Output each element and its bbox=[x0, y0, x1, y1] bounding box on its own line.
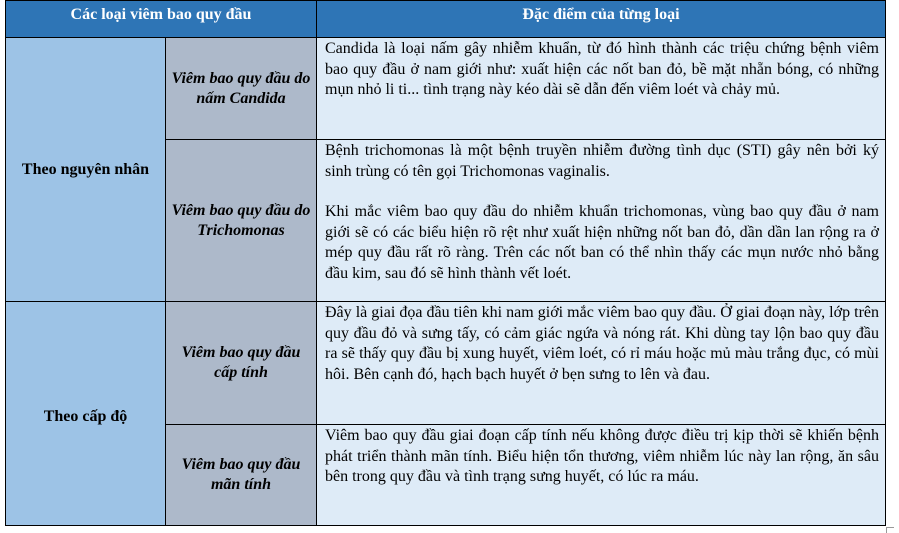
description-paragraph: Đây là giai đọa đầu tiên khi nam giới mắc viêm bao quy đầu. Ở giai đoạn này, lớp trên quy đầu đỏ và sưng tấy, có cảm giác ngứa và nóng rát. Khi dùng tay lộn bao quy đầu ra sẽ thấy quy đầu bị xung huyết, viêm loét, có rỉ máu hoặc mủ màu trắng đục, có mùi hôi. Bên cạnh đó, hạch bạch huyết ở bẹn sưng to lên và đau. bbox=[325, 304, 879, 383]
type-acute bbox=[165, 301, 317, 425]
type-label: Viêm bao quy đầu cấp tính bbox=[181, 344, 301, 381]
category-by-cause bbox=[5, 37, 166, 302]
type-label: Viêm bao quy đầu do Trichomonas bbox=[171, 201, 311, 239]
description-paragraph: Khi mắc viêm bao quy đầu do nhiễm khuẩn trichomonas, vùng bao quy đầu ở nam giới sẽ có các biểu hiện rõ rệt như xuất hiện những nốt ban đỏ, dần dần lan rộng ra ở mép quy đầu rất rõ ràng. Trên các nốt ban có thể nhìn thấy các mụn nước nhỏ bằng đầu kim, sau đó sẽ hình thành vết loét. bbox=[325, 203, 879, 282]
description-chronic bbox=[316, 424, 886, 526]
type-trichomonas bbox=[165, 139, 317, 302]
type-chronic bbox=[165, 424, 317, 526]
description-paragraph: Bệnh trichomonas là một bệnh truyền nhiễm đường tình dục (STI) gây nên bởi ký sinh trùng có tên gọi Trichomonas vaginalis. bbox=[325, 142, 879, 180]
description-acute bbox=[316, 301, 886, 425]
header-characteristics-label: Đặc điểm của từng loại bbox=[522, 6, 680, 23]
header-types-label: Các loại viêm bao quy đầu bbox=[70, 6, 252, 23]
disease-type-table bbox=[5, 0, 886, 526]
resize-corner[interactable] bbox=[886, 527, 894, 533]
type-label: Viêm bao quy đầu mãn tính bbox=[181, 456, 301, 493]
description-candida bbox=[316, 37, 886, 140]
header-characteristics bbox=[316, 0, 886, 38]
description-trichomonas bbox=[316, 139, 886, 302]
description-paragraph: Candida là loại nấm gây nhiễm khuẩn, từ đó hình thành các triệu chứng bệnh viêm bao quy đầu ở nam giới như: xuất hiện các nốt ban đỏ, bề mặt nhẵn bóng, có những mụn nhỏ li ti... tình trạng này kéo dài sẽ dẫn đến viêm loét và chảy mủ. bbox=[325, 40, 879, 98]
header-types bbox=[5, 0, 317, 38]
category-label: Theo cấp độ bbox=[43, 407, 128, 425]
category-label: Theo nguyên nhân bbox=[21, 160, 150, 178]
type-candida bbox=[165, 37, 317, 140]
description-paragraph: Viêm bao quy đầu giai đoạn cấp tính nếu không được điều trị kịp thời sẽ khiến bệnh phát triển thành mãn tính. Biểu hiện tổn thương, viêm nhiễm lúc này lan rộng, ăn sâu bên trong quy đầu và tình trạng sưng huyết, có lúc ra máu. bbox=[325, 427, 879, 485]
category-by-stage bbox=[5, 301, 166, 526]
type-label: Viêm bao quy đầu do nấm Candida bbox=[171, 69, 311, 107]
